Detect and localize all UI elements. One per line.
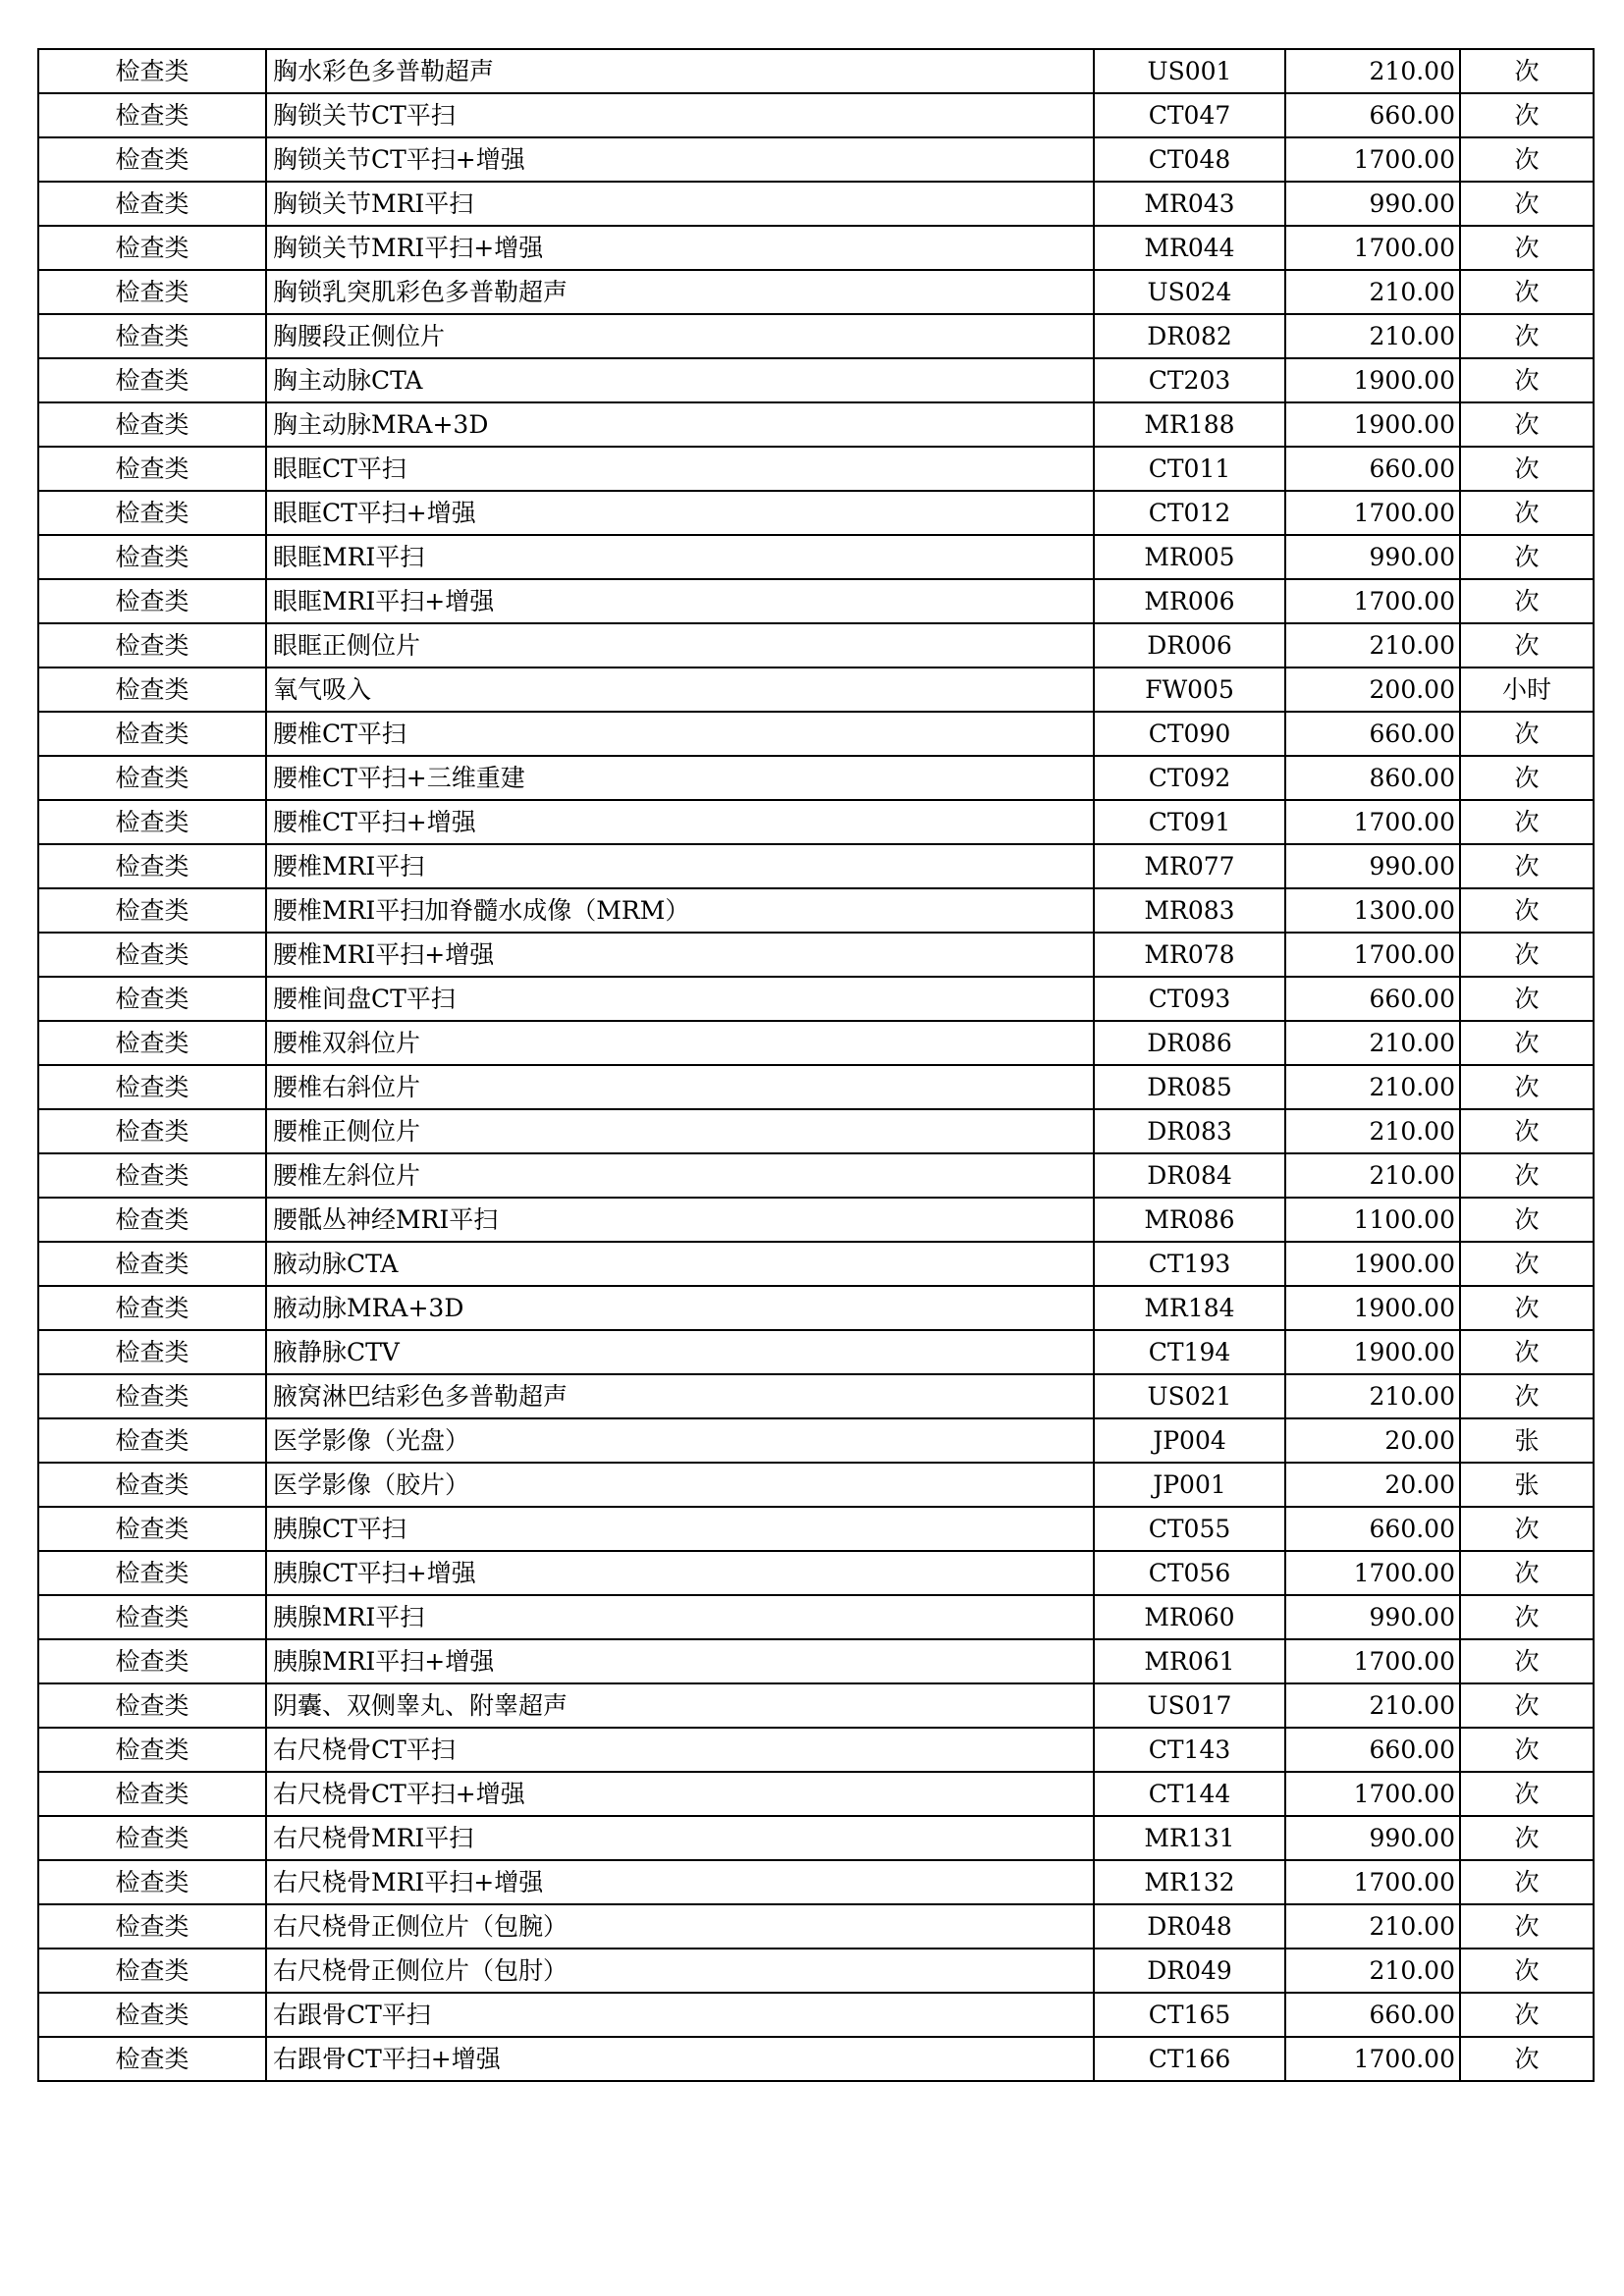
table-row: [38, 1993, 1594, 2037]
category-cell: 检查类: [38, 93, 266, 137]
item-code-cell: MR131: [1094, 1816, 1285, 1860]
table-row: [38, 1109, 1594, 1153]
price-cell: 1700.00: [1285, 491, 1460, 535]
category-cell: 检查类: [38, 358, 266, 402]
category-cell: 检查类: [38, 1374, 266, 1418]
price-cell: 1900.00: [1285, 402, 1460, 447]
item-code-cell: DR084: [1094, 1153, 1285, 1198]
price-cell: 1700.00: [1285, 1860, 1460, 1904]
table-row: [38, 1463, 1594, 1507]
item-name-cell: 胸腰段正侧位片: [266, 314, 1094, 358]
item-name-cell: 右尺桡骨MRI平扫+增强: [266, 1860, 1094, 1904]
unit-cell: 次: [1460, 800, 1594, 844]
item-code-cell: CT092: [1094, 756, 1285, 800]
category-cell: 检查类: [38, 756, 266, 800]
table-row: [38, 402, 1594, 447]
category-cell: 检查类: [38, 1816, 266, 1860]
item-name-cell: 胰腺CT平扫: [266, 1507, 1094, 1551]
table-row: [38, 1153, 1594, 1198]
price-cell: 1700.00: [1285, 800, 1460, 844]
table-row: [38, 579, 1594, 623]
table-row: [38, 49, 1594, 93]
category-cell: 检查类: [38, 1418, 266, 1463]
unit-cell: 张: [1460, 1418, 1594, 1463]
unit-cell: 次: [1460, 2037, 1594, 2081]
category-cell: 检查类: [38, 667, 266, 712]
table-row: [38, 226, 1594, 270]
category-cell: 检查类: [38, 800, 266, 844]
table-row: [38, 977, 1594, 1021]
category-cell: 检查类: [38, 579, 266, 623]
unit-cell: 次: [1460, 1639, 1594, 1683]
price-cell: 200.00: [1285, 667, 1460, 712]
table-row: [38, 1816, 1594, 1860]
category-cell: 检查类: [38, 2037, 266, 2081]
unit-cell: 次: [1460, 226, 1594, 270]
item-name-cell: 腰椎间盘CT平扫: [266, 977, 1094, 1021]
item-name-cell: 医学影像（光盘）: [266, 1418, 1094, 1463]
item-code-cell: CT193: [1094, 1242, 1285, 1286]
item-code-cell: MR077: [1094, 844, 1285, 888]
price-cell: 660.00: [1285, 1993, 1460, 2037]
item-code-cell: CT165: [1094, 1993, 1285, 2037]
category-cell: 检查类: [38, 933, 266, 977]
item-code-cell: MR188: [1094, 402, 1285, 447]
unit-cell: 次: [1460, 1860, 1594, 1904]
item-name-cell: 右尺桡骨正侧位片（包腕）: [266, 1904, 1094, 1949]
item-name-cell: 胸主动脉MRA+3D: [266, 402, 1094, 447]
item-code-cell: CT144: [1094, 1772, 1285, 1816]
unit-cell: 次: [1460, 137, 1594, 182]
category-cell: 检查类: [38, 270, 266, 314]
item-name-cell: 阴囊、双侧睾丸、附睾超声: [266, 1683, 1094, 1728]
item-code-cell: MR086: [1094, 1198, 1285, 1242]
item-code-cell: CT203: [1094, 358, 1285, 402]
category-cell: 检查类: [38, 1463, 266, 1507]
item-name-cell: 腰椎右斜位片: [266, 1065, 1094, 1109]
unit-cell: 次: [1460, 756, 1594, 800]
unit-cell: 次: [1460, 1242, 1594, 1286]
table-row: [38, 1860, 1594, 1904]
unit-cell: 次: [1460, 182, 1594, 226]
price-cell: 1300.00: [1285, 888, 1460, 933]
item-name-cell: 右跟骨CT平扫: [266, 1993, 1094, 2037]
category-cell: 检查类: [38, 1860, 266, 1904]
price-cell: 990.00: [1285, 1595, 1460, 1639]
category-cell: 检查类: [38, 49, 266, 93]
table-row: [38, 1198, 1594, 1242]
price-cell: 20.00: [1285, 1463, 1460, 1507]
item-code-cell: DR082: [1094, 314, 1285, 358]
table-row: [38, 1639, 1594, 1683]
item-name-cell: 眼眶MRI平扫: [266, 535, 1094, 579]
category-cell: 检查类: [38, 491, 266, 535]
category-cell: 检查类: [38, 1242, 266, 1286]
table-row: [38, 1904, 1594, 1949]
unit-cell: 次: [1460, 623, 1594, 667]
item-code-cell: DR083: [1094, 1109, 1285, 1153]
item-code-cell: DR085: [1094, 1065, 1285, 1109]
category-cell: 检查类: [38, 1286, 266, 1330]
unit-cell: 次: [1460, 1993, 1594, 2037]
price-table: [37, 48, 1595, 2082]
item-name-cell: 胸锁乳突肌彩色多普勒超声: [266, 270, 1094, 314]
table-row: [38, 1595, 1594, 1639]
item-code-cell: CT055: [1094, 1507, 1285, 1551]
table-row: [38, 447, 1594, 491]
category-cell: 检查类: [38, 1198, 266, 1242]
price-cell: 660.00: [1285, 1728, 1460, 1772]
item-code-cell: MR060: [1094, 1595, 1285, 1639]
price-cell: 1900.00: [1285, 1286, 1460, 1330]
unit-cell: 次: [1460, 1507, 1594, 1551]
table-row: [38, 667, 1594, 712]
item-code-cell: MR005: [1094, 535, 1285, 579]
item-code-cell: MR061: [1094, 1639, 1285, 1683]
category-cell: 检查类: [38, 1507, 266, 1551]
item-code-cell: DR086: [1094, 1021, 1285, 1065]
category-cell: 检查类: [38, 1551, 266, 1595]
price-cell: 1700.00: [1285, 933, 1460, 977]
item-name-cell: 腰椎正侧位片: [266, 1109, 1094, 1153]
price-cell: 20.00: [1285, 1418, 1460, 1463]
table-row: [38, 2037, 1594, 2081]
price-cell: 210.00: [1285, 1904, 1460, 1949]
price-cell: 210.00: [1285, 314, 1460, 358]
price-cell: 660.00: [1285, 93, 1460, 137]
table-row: [38, 756, 1594, 800]
category-cell: 检查类: [38, 1904, 266, 1949]
item-code-cell: CT011: [1094, 447, 1285, 491]
table-row: [38, 1728, 1594, 1772]
price-cell: 210.00: [1285, 1021, 1460, 1065]
category-cell: 检查类: [38, 888, 266, 933]
item-code-cell: JP004: [1094, 1418, 1285, 1463]
item-name-cell: 腰椎MRI平扫: [266, 844, 1094, 888]
item-code-cell: MR083: [1094, 888, 1285, 933]
category-cell: 检查类: [38, 1993, 266, 2037]
unit-cell: 次: [1460, 1065, 1594, 1109]
category-cell: 检查类: [38, 1330, 266, 1374]
item-name-cell: 腋静脉CTV: [266, 1330, 1094, 1374]
item-name-cell: 腰椎双斜位片: [266, 1021, 1094, 1065]
item-name-cell: 眼眶正侧位片: [266, 623, 1094, 667]
category-cell: 检查类: [38, 844, 266, 888]
unit-cell: 次: [1460, 358, 1594, 402]
price-cell: 1900.00: [1285, 1330, 1460, 1374]
category-cell: 检查类: [38, 1065, 266, 1109]
price-cell: 660.00: [1285, 1507, 1460, 1551]
unit-cell: 次: [1460, 1772, 1594, 1816]
item-name-cell: 胸水彩色多普勒超声: [266, 49, 1094, 93]
price-cell: 210.00: [1285, 623, 1460, 667]
category-cell: 检查类: [38, 1595, 266, 1639]
item-name-cell: 腰椎左斜位片: [266, 1153, 1094, 1198]
table-row: [38, 1330, 1594, 1374]
table-row: [38, 1286, 1594, 1330]
table-row: [38, 712, 1594, 756]
unit-cell: 小时: [1460, 667, 1594, 712]
category-cell: 检查类: [38, 402, 266, 447]
category-cell: 检查类: [38, 977, 266, 1021]
item-name-cell: 氧气吸入: [266, 667, 1094, 712]
unit-cell: 张: [1460, 1463, 1594, 1507]
price-cell: 660.00: [1285, 447, 1460, 491]
category-cell: 检查类: [38, 447, 266, 491]
table-row: [38, 1374, 1594, 1418]
price-cell: 1700.00: [1285, 226, 1460, 270]
item-code-cell: DR006: [1094, 623, 1285, 667]
item-code-cell: MR078: [1094, 933, 1285, 977]
category-cell: 检查类: [38, 1683, 266, 1728]
price-cell: 990.00: [1285, 1816, 1460, 1860]
category-cell: 检查类: [38, 1728, 266, 1772]
item-name-cell: 右尺桡骨CT平扫: [266, 1728, 1094, 1772]
price-cell: 1700.00: [1285, 2037, 1460, 2081]
category-cell: 检查类: [38, 1109, 266, 1153]
item-name-cell: 胸锁关节MRI平扫: [266, 182, 1094, 226]
item-name-cell: 腰椎MRI平扫+增强: [266, 933, 1094, 977]
unit-cell: 次: [1460, 712, 1594, 756]
unit-cell: 次: [1460, 888, 1594, 933]
price-cell: 990.00: [1285, 844, 1460, 888]
price-cell: 1700.00: [1285, 579, 1460, 623]
unit-cell: 次: [1460, 844, 1594, 888]
item-code-cell: DR048: [1094, 1904, 1285, 1949]
unit-cell: 次: [1460, 49, 1594, 93]
item-code-cell: US001: [1094, 49, 1285, 93]
item-name-cell: 右尺桡骨正侧位片（包肘）: [266, 1949, 1094, 1993]
table-row: [38, 1242, 1594, 1286]
table-body: [38, 49, 1594, 2081]
item-name-cell: 胰腺CT平扫+增强: [266, 1551, 1094, 1595]
table-row: [38, 800, 1594, 844]
price-cell: 990.00: [1285, 182, 1460, 226]
unit-cell: 次: [1460, 1021, 1594, 1065]
category-cell: 检查类: [38, 1639, 266, 1683]
table-row: [38, 1021, 1594, 1065]
item-code-cell: DR049: [1094, 1949, 1285, 1993]
item-name-cell: 右跟骨CT平扫+增强: [266, 2037, 1094, 2081]
item-code-cell: CT047: [1094, 93, 1285, 137]
item-code-cell: US024: [1094, 270, 1285, 314]
item-name-cell: 腋动脉CTA: [266, 1242, 1094, 1286]
item-code-cell: US021: [1094, 1374, 1285, 1418]
category-cell: 检查类: [38, 1949, 266, 1993]
unit-cell: 次: [1460, 1286, 1594, 1330]
item-code-cell: MR184: [1094, 1286, 1285, 1330]
item-name-cell: 右尺桡骨CT平扫+增强: [266, 1772, 1094, 1816]
item-code-cell: CT048: [1094, 137, 1285, 182]
item-code-cell: CT166: [1094, 2037, 1285, 2081]
table-row: [38, 623, 1594, 667]
table-row: [38, 1949, 1594, 1993]
unit-cell: 次: [1460, 402, 1594, 447]
item-name-cell: 腋动脉MRA+3D: [266, 1286, 1094, 1330]
category-cell: 检查类: [38, 314, 266, 358]
item-name-cell: 胰腺MRI平扫+增强: [266, 1639, 1094, 1683]
price-cell: 210.00: [1285, 1109, 1460, 1153]
unit-cell: 次: [1460, 1728, 1594, 1772]
price-cell: 210.00: [1285, 1683, 1460, 1728]
item-code-cell: FW005: [1094, 667, 1285, 712]
unit-cell: 次: [1460, 535, 1594, 579]
item-code-cell: CT090: [1094, 712, 1285, 756]
item-name-cell: 腰椎CT平扫+三维重建: [266, 756, 1094, 800]
item-code-cell: CT143: [1094, 1728, 1285, 1772]
category-cell: 检查类: [38, 1153, 266, 1198]
price-cell: 210.00: [1285, 1374, 1460, 1418]
category-cell: 检查类: [38, 137, 266, 182]
category-cell: 检查类: [38, 535, 266, 579]
unit-cell: 次: [1460, 933, 1594, 977]
item-name-cell: 腰骶丛神经MRI平扫: [266, 1198, 1094, 1242]
table-row: [38, 1551, 1594, 1595]
unit-cell: 次: [1460, 491, 1594, 535]
unit-cell: 次: [1460, 1153, 1594, 1198]
price-cell: 1700.00: [1285, 137, 1460, 182]
table-row: [38, 93, 1594, 137]
item-code-cell: CT194: [1094, 1330, 1285, 1374]
unit-cell: 次: [1460, 447, 1594, 491]
item-name-cell: 胸锁关节CT平扫: [266, 93, 1094, 137]
item-name-cell: 右尺桡骨MRI平扫: [266, 1816, 1094, 1860]
item-name-cell: 胸锁关节MRI平扫+增强: [266, 226, 1094, 270]
item-code-cell: MR132: [1094, 1860, 1285, 1904]
item-code-cell: CT091: [1094, 800, 1285, 844]
unit-cell: 次: [1460, 579, 1594, 623]
item-name-cell: 眼眶CT平扫: [266, 447, 1094, 491]
item-code-cell: CT056: [1094, 1551, 1285, 1595]
price-cell: 660.00: [1285, 977, 1460, 1021]
category-cell: 检查类: [38, 1772, 266, 1816]
item-name-cell: 胰腺MRI平扫: [266, 1595, 1094, 1639]
item-name-cell: 腰椎CT平扫: [266, 712, 1094, 756]
unit-cell: 次: [1460, 1330, 1594, 1374]
unit-cell: 次: [1460, 270, 1594, 314]
table-row: [38, 844, 1594, 888]
item-name-cell: 胸主动脉CTA: [266, 358, 1094, 402]
unit-cell: 次: [1460, 977, 1594, 1021]
table-row: [38, 182, 1594, 226]
table-row: [38, 888, 1594, 933]
price-cell: 1700.00: [1285, 1551, 1460, 1595]
price-cell: 210.00: [1285, 1949, 1460, 1993]
category-cell: 检查类: [38, 623, 266, 667]
unit-cell: 次: [1460, 1816, 1594, 1860]
unit-cell: 次: [1460, 314, 1594, 358]
table-row: [38, 358, 1594, 402]
unit-cell: 次: [1460, 1198, 1594, 1242]
item-code-cell: JP001: [1094, 1463, 1285, 1507]
unit-cell: 次: [1460, 1683, 1594, 1728]
table-row: [38, 137, 1594, 182]
price-cell: 860.00: [1285, 756, 1460, 800]
unit-cell: 次: [1460, 1949, 1594, 1993]
price-cell: 210.00: [1285, 1153, 1460, 1198]
unit-cell: 次: [1460, 1374, 1594, 1418]
price-cell: 1700.00: [1285, 1639, 1460, 1683]
item-code-cell: CT012: [1094, 491, 1285, 535]
table-row: [38, 270, 1594, 314]
price-cell: 1100.00: [1285, 1198, 1460, 1242]
item-name-cell: 腋窝淋巴结彩色多普勒超声: [266, 1374, 1094, 1418]
unit-cell: 次: [1460, 1109, 1594, 1153]
category-cell: 检查类: [38, 226, 266, 270]
item-name-cell: 眼眶MRI平扫+增强: [266, 579, 1094, 623]
table-row: [38, 314, 1594, 358]
table-row: [38, 1683, 1594, 1728]
table-row: [38, 1065, 1594, 1109]
price-cell: 210.00: [1285, 1065, 1460, 1109]
category-cell: 检查类: [38, 1021, 266, 1065]
unit-cell: 次: [1460, 93, 1594, 137]
category-cell: 检查类: [38, 182, 266, 226]
price-cell: 1900.00: [1285, 358, 1460, 402]
table-row: [38, 1772, 1594, 1816]
unit-cell: 次: [1460, 1595, 1594, 1639]
price-cell: 210.00: [1285, 270, 1460, 314]
price-cell: 1700.00: [1285, 1772, 1460, 1816]
table-row: [38, 1418, 1594, 1463]
table-row: [38, 933, 1594, 977]
unit-cell: 次: [1460, 1551, 1594, 1595]
item-code-cell: CT093: [1094, 977, 1285, 1021]
item-name-cell: 胸锁关节CT平扫+增强: [266, 137, 1094, 182]
item-code-cell: MR006: [1094, 579, 1285, 623]
item-code-cell: US017: [1094, 1683, 1285, 1728]
price-cell: 660.00: [1285, 712, 1460, 756]
table-row: [38, 535, 1594, 579]
unit-cell: 次: [1460, 1904, 1594, 1949]
price-cell: 1900.00: [1285, 1242, 1460, 1286]
category-cell: 检查类: [38, 712, 266, 756]
item-name-cell: 眼眶CT平扫+增强: [266, 491, 1094, 535]
table-row: [38, 1507, 1594, 1551]
item-code-cell: MR043: [1094, 182, 1285, 226]
price-cell: 210.00: [1285, 49, 1460, 93]
item-name-cell: 腰椎MRI平扫加脊髓水成像（MRM）: [266, 888, 1094, 933]
price-cell: 990.00: [1285, 535, 1460, 579]
item-name-cell: 腰椎CT平扫+增强: [266, 800, 1094, 844]
item-code-cell: MR044: [1094, 226, 1285, 270]
table-row: [38, 491, 1594, 535]
item-name-cell: 医学影像（胶片）: [266, 1463, 1094, 1507]
